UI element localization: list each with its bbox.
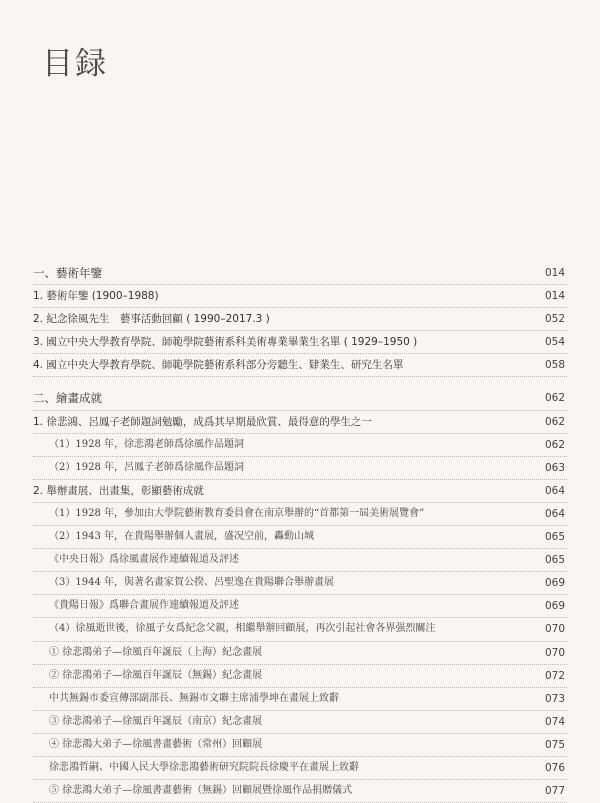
toc-entry-title: 1. 徐悲鴻、呂鳳子老師題詞勉勵，成爲其早期最欣賞、最得意的學生之一: [33, 415, 372, 428]
toc-entry-page-number: 064: [544, 507, 565, 520]
toc-entry-title: 徐悲鴻哲嗣、中國人民大學徐悲鴻藝術研究院院長徐慶平在畫展上致辭: [49, 761, 359, 773]
toc-entry-page-number: 069: [544, 600, 565, 613]
toc-entry-title: （1）1928 年，徐悲鴻老師爲徐風作品題詞: [49, 438, 244, 450]
toc-entry-page-number: 063: [544, 461, 565, 474]
toc-entry-title: ③ 徐悲鴻弟子—徐風百年誕辰（南京）紀念畫展: [49, 715, 263, 727]
toc-entry: [33, 503, 567, 526]
toc-entry: [33, 354, 567, 377]
toc-entry-page-number: 062: [544, 415, 565, 428]
toc-entry: [33, 331, 567, 354]
toc-entry: [33, 549, 567, 572]
toc-entry-title: 4. 國立中央大學教育學院、師範學院藝術系科部分旁聽生、肄業生、研究生名單: [33, 359, 404, 372]
toc-entry-title: 《中央日報》爲徐風畫展作連續報道及評述: [49, 554, 239, 566]
table-of-contents: [33, 262, 567, 803]
toc-entry: [33, 262, 567, 285]
toc-entry: [33, 757, 567, 780]
toc-entry-title: 一、藝術年鑒: [33, 266, 102, 280]
toc-entry: [33, 642, 567, 665]
toc-entry: [33, 457, 567, 480]
toc-entry-title: ④ 徐悲鴻大弟子—徐風書畫藝術（常州）回顧展: [49, 738, 263, 750]
toc-entry-page-number: 076: [544, 761, 565, 774]
toc-entry-title: （1）1928 年，參加由大學院藝術教育委員會在南京舉辦的“首都第一屆美術展覽會”: [49, 507, 425, 519]
toc-entry: [33, 411, 567, 434]
toc-entry: [33, 734, 567, 757]
toc-entry-title: 二、繪畫成就: [33, 391, 102, 406]
toc-entry: [33, 308, 567, 331]
toc-entry-page-number: 070: [544, 646, 565, 659]
toc-entry-title: 2. 舉辦畫展、出畫集，彰顯藝術成就: [33, 484, 204, 497]
page-title: 目録: [42, 46, 108, 82]
toc-entry-title: 《貴陽日報》爲聯合畫展作連續報道及評述: [49, 600, 239, 612]
toc-entry: [33, 595, 567, 618]
toc-entry: [33, 711, 567, 734]
toc-entry-page-number: 074: [544, 715, 565, 728]
toc-entry-page-number: 077: [544, 785, 565, 798]
toc-entry: [33, 665, 567, 688]
toc-entry: [33, 387, 567, 410]
section-gap: [33, 377, 567, 387]
toc-entry-page-number: 064: [544, 484, 565, 497]
toc-entry-title: ⑤ 徐悲鴻大弟子—徐風書畫藝術（無錫）回顧展暨徐風作品捐贈儀式: [49, 785, 353, 797]
toc-entry-page-number: 070: [544, 623, 565, 636]
toc-entry-title: ② 徐悲鴻弟子—徐風百年誕辰（無錫）紀念畫展: [49, 669, 263, 681]
toc-entry-page-number: 014: [544, 267, 565, 279]
toc-entry-title: 1. 藝術年鑒 (1900–1988): [33, 290, 159, 303]
toc-entry-title: 3. 國立中央大學教育學院、師範學院藝術系科美術專業畢業生名單 ( 1929–1950 ): [33, 336, 418, 349]
toc-entry-page-number: 065: [544, 554, 565, 567]
toc-entry-title: （3）1944 年，與著名畫家賀公揆、呂聖逸在貴陽聯合舉辦畫展: [49, 577, 334, 589]
toc-entry: [33, 526, 567, 549]
toc-entry-title: （2）1928 年，呂鳳子老師爲徐風作品題詞: [49, 461, 244, 473]
toc-entry: [33, 285, 567, 308]
toc-entry-page-number: 062: [544, 438, 565, 451]
toc-entry-page-number: 073: [544, 692, 565, 705]
toc-entry: [33, 434, 567, 457]
toc-entry-page-number: 052: [544, 313, 565, 326]
toc-entry-title: （4）徐風逝世後，徐風子女爲紀念父親，相繼舉辦回顧展，再次引起社會各界强烈關注: [49, 623, 436, 635]
toc-entry-title: ① 徐悲鴻弟子—徐風百年誕辰（上海）紀念畫展: [49, 646, 263, 658]
toc-entry-title: 中共無錫市委宣傳部副部長、無錫市文聯主席浦學坤在畫展上致辭: [49, 692, 339, 704]
toc-entry-page-number: 062: [544, 392, 565, 405]
toc-entry-page-number: 054: [544, 336, 565, 349]
toc-entry-title: （2）1943 年，在貴陽舉辦個人畫展，盛况空前，轟動山城: [49, 531, 314, 543]
toc-entry-page-number: 069: [544, 577, 565, 590]
toc-entry: [33, 688, 567, 711]
toc-entry: [33, 572, 567, 595]
toc-entry-page-number: 072: [544, 669, 565, 682]
toc-entry-page-number: 058: [544, 359, 565, 372]
toc-entry: [33, 618, 567, 641]
toc-entry-page-number: 075: [544, 738, 565, 751]
toc-entry-page-number: 065: [544, 531, 565, 544]
toc-entry-page-number: 014: [544, 290, 565, 303]
toc-entry: [33, 480, 567, 503]
toc-entry-title: 2. 紀念徐風先生 藝事活動回顧 ( 1990–2017.3 ): [33, 313, 270, 326]
